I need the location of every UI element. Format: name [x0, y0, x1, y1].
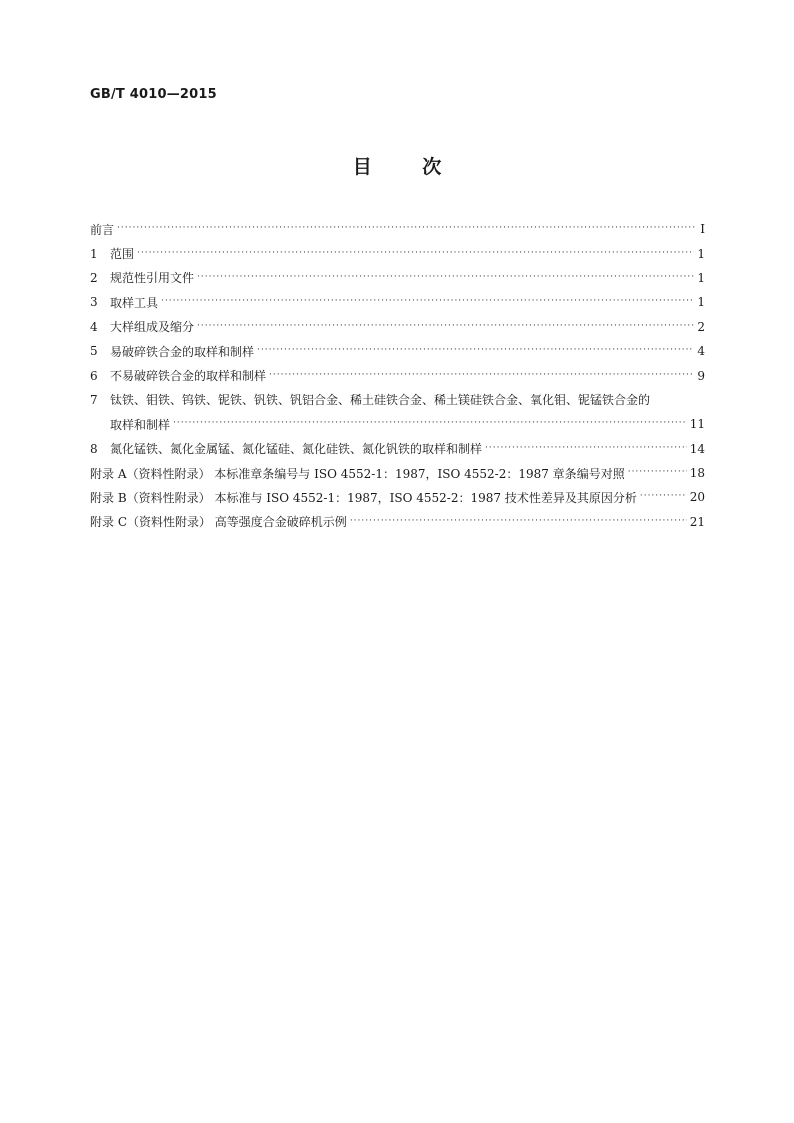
toc-entry-1[interactable] [90, 241, 705, 265]
toc-entry-page: 1 [697, 270, 705, 285]
toc-entry-title: 不易破碎铁合金的取样和制样 [110, 369, 267, 384]
toc-entry-6[interactable] [90, 363, 705, 387]
toc-leader-dots [628, 467, 687, 477]
toc-entry-7-continuation[interactable] [90, 412, 705, 436]
toc-entry-page: 9 [697, 368, 705, 383]
toc-leader-dots [173, 418, 687, 428]
toc-entry-title: 附录 C（资料性附录） 高等强度合金破碎机示例 [90, 515, 347, 530]
toc-leader-dots [137, 248, 694, 258]
toc-entry-number: 1 [90, 246, 98, 261]
table-of-contents [90, 217, 705, 534]
toc-entry-title: 附录 B（资料性附录） 本标准与 ISO 4552-1：1987，ISO 4552-2：1987 技术性差异及其原因分析 [90, 490, 637, 505]
toc-entry-title: 取样工具 [110, 295, 159, 310]
toc-entry-8[interactable] [90, 437, 705, 461]
toc-entry-number: 2 [90, 270, 98, 285]
toc-entry-number: 5 [90, 344, 98, 359]
toc-entry-3[interactable] [90, 290, 705, 314]
toc-entry-appendix-a[interactable] [90, 461, 705, 485]
toc-entry-2[interactable] [90, 266, 705, 290]
toc-entry-page: 1 [697, 246, 705, 261]
toc-leader-dots [485, 443, 687, 453]
toc-entry-appendix-b[interactable] [90, 485, 705, 509]
toc-entry-7[interactable] [90, 388, 705, 412]
toc-entry-number: 4 [90, 319, 98, 334]
toc-entry-title: 前言 [90, 222, 115, 237]
toc-entry-page: 2 [697, 319, 705, 334]
toc-leader-dots [117, 223, 697, 233]
toc-leader-dots [257, 345, 694, 355]
toc-entry-page: 21 [689, 514, 705, 529]
toc-leader-dots [269, 370, 694, 380]
toc-entry-number: 3 [90, 295, 98, 310]
toc-leader-dots [197, 321, 694, 331]
toc-entry-number: 7 [90, 392, 98, 407]
toc-entry-title: 氮化锰铁、氮化金属锰、氮化锰硅、氮化硅铁、氮化钒铁的取样和制样 [110, 442, 483, 457]
toc-entry-page: 20 [689, 490, 705, 505]
toc-entry-foreword[interactable] [90, 217, 705, 241]
toc-leader-dots [350, 516, 687, 526]
toc-entry-title-continuation: 取样和制样 [110, 417, 171, 432]
toc-entry-5[interactable] [90, 339, 705, 363]
toc-entry-page: 4 [697, 344, 705, 359]
toc-entry-number: 8 [90, 441, 98, 456]
toc-entry-appendix-c[interactable] [90, 510, 705, 534]
toc-entry-title: 附录 A（资料性附录） 本标准章条编号与 ISO 4552-1：1987，ISO 4552-2：1987 章条编号对照 [90, 466, 625, 481]
toc-title: 目 次 [352, 156, 442, 178]
toc-entry-title: 规范性引用文件 [110, 271, 195, 286]
toc-entry-page: 18 [689, 466, 705, 481]
toc-entry-page: Ⅰ [700, 222, 705, 237]
toc-leader-dots [640, 491, 687, 501]
toc-leader-dots [161, 296, 694, 306]
toc-entry-title: 易破碎铁合金的取样和制样 [110, 344, 255, 359]
standard-code: GB/T 4010—2015 [90, 87, 217, 102]
toc-entry-4[interactable] [90, 315, 705, 339]
toc-entry-title: 范围 [110, 247, 135, 262]
toc-entry-page: 1 [697, 295, 705, 310]
toc-entry-title: 大样组成及缩分 [110, 320, 195, 335]
toc-leader-dots [197, 272, 694, 282]
toc-entry-page: 11 [689, 417, 705, 432]
toc-entry-page: 14 [689, 441, 705, 456]
toc-entry-number: 6 [90, 368, 98, 383]
toc-entry-title: 钛铁、钼铁、钨铁、铌铁、钒铁、钒铝合金、稀土硅铁合金、稀土镁硅铁合金、氧化钼、铌锰铁合金的 [110, 393, 651, 408]
